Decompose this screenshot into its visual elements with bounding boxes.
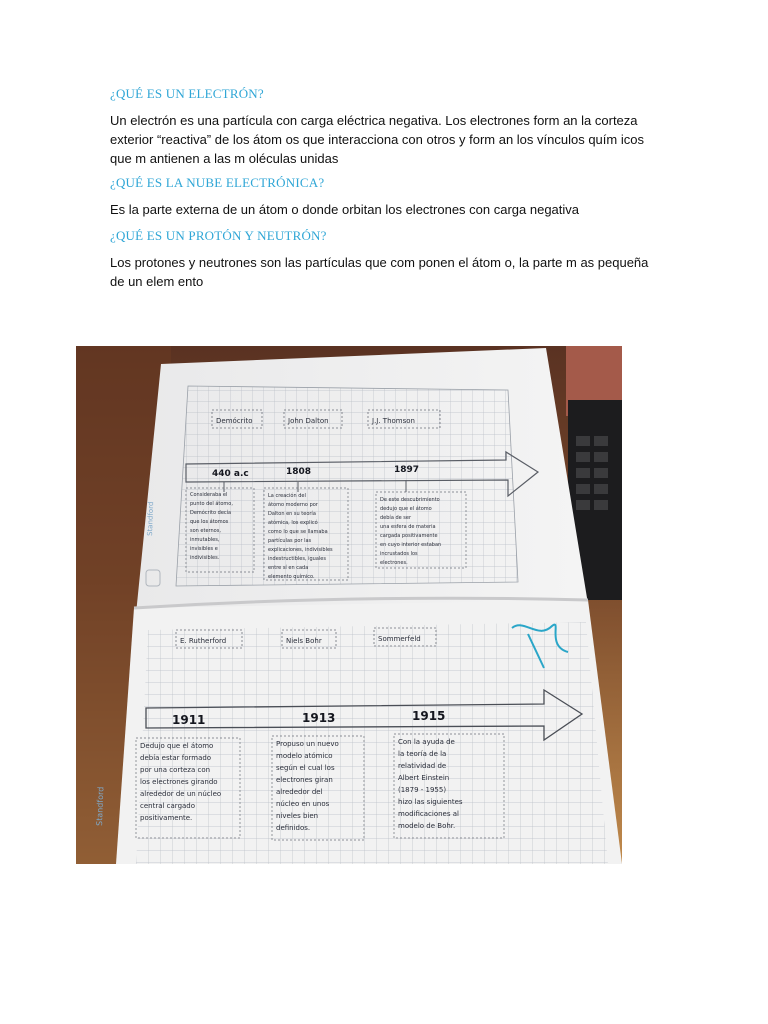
note-line: átomo moderno por [268, 502, 318, 508]
note-line: definidos. [276, 824, 311, 832]
note-line: que los átomos [190, 519, 229, 525]
text-line: que m antienen a las m oléculas unidas [110, 151, 339, 166]
note-line: en cuyo interior estaban [380, 542, 442, 548]
note-line: modificaciones al [398, 810, 459, 818]
note-line: dedujo que el átomo [380, 506, 432, 512]
note-line: una esfera de materia [380, 524, 436, 530]
note-line: niveles bien [276, 812, 319, 820]
note-line: relatividad de [398, 762, 447, 770]
note-line: debía de ser [380, 515, 412, 521]
note-line: incrustados los [380, 551, 418, 557]
text-line: Es la parte externa de un átom o donde orbitan los electrones con carga negativa [110, 202, 580, 217]
note-line: elemento químico. [268, 574, 315, 580]
note-line: indivisibles. [190, 555, 220, 561]
note-line: según el cual los [276, 764, 335, 772]
note-line: entre sí en cada [268, 565, 309, 571]
note-line: Dedujo que el átomo [140, 742, 214, 750]
note-line: alrededor de un núcleo [140, 790, 222, 798]
note-line: los electrones girando [140, 778, 218, 786]
note-line: son eternos, [190, 528, 221, 534]
note-line: modelo atómico [276, 752, 333, 760]
text-line: de un elem ento [110, 274, 204, 289]
note-line: electrones giran [276, 776, 333, 784]
note-line: Con la ayuda de [398, 738, 455, 746]
paragraph-proton-neutron [110, 253, 670, 291]
note-line: modelo de Bohr. [398, 822, 456, 830]
note-line: debía estar formado [140, 754, 212, 762]
note-line: Dalton en su teoría [268, 511, 316, 517]
name-thomson: J.J. Thomson [372, 417, 415, 425]
text-line: Un electrón es una partícula con carga eléctrica negativa. Los electrones form an la corteza [110, 113, 638, 128]
brand-logo-bottom: Standford [95, 786, 106, 827]
note-line: invisibles e [190, 546, 218, 552]
note-line: electrones. [380, 560, 408, 566]
note-line: Albert Einstein [398, 774, 450, 782]
note-line: De este descubrimiento [380, 497, 440, 503]
text-line: Los protones y neutrones son las partículas que com ponen el átom o, la parte m as pequeña [110, 255, 649, 270]
note-line: por una corteza con [140, 766, 211, 774]
note-line: hizo las siguientes [398, 798, 463, 806]
note-line: La creación del [268, 493, 306, 499]
note-line: central cargado [140, 802, 196, 810]
name-democrito: Demócrito [216, 417, 253, 425]
note-line: núcleo en unos [276, 800, 330, 808]
notebook-photo [76, 346, 622, 864]
note-line: indestructibles, iguales [268, 556, 326, 562]
year-1913: 1913 [302, 711, 336, 725]
brand-logo-top: Standford [146, 501, 156, 537]
note-line: atómica, los explicó [268, 520, 318, 526]
note-line: (1879 - 1955) [398, 786, 447, 794]
name-dalton: John Dalton [288, 417, 329, 425]
paragraph-electron [110, 111, 670, 168]
note-line: la teoría de la [398, 750, 447, 758]
note-line: inmutables, [190, 537, 220, 543]
note-line: positivamente. [140, 814, 193, 822]
heading-proton-neutron: ¿QUÉ ES UN PROTÓN Y NEUTRÓN? [110, 228, 327, 243]
name-sommerfeld: Sommerfeld [378, 635, 421, 643]
note-line: alrededor del [276, 788, 323, 796]
year-1915: 1915 [412, 709, 446, 723]
note-line: Demócrito decía [190, 510, 232, 516]
name-rutherford: E. Rutherford [180, 637, 227, 645]
note-line: como lo que se llamaba [268, 529, 328, 535]
note-line: partículas por las [268, 538, 312, 544]
note-line: cargada positivamente [380, 533, 438, 539]
year-1808: 1808 [286, 467, 312, 477]
paragraph-electron-cloud [110, 200, 670, 219]
note-line: punto del átomo, [190, 501, 233, 507]
year-1897: 1897 [394, 465, 420, 475]
year-1911: 1911 [172, 713, 206, 727]
note-line: explicaciones, indivisibles [268, 547, 333, 553]
heading-electron: ¿QUÉ ES UN ELECTRÓN? [110, 86, 264, 101]
heading-electron-cloud: ¿QUÉ ES LA NUBE ELECTRÓNICA? [110, 175, 325, 190]
note-line: Consideraba el [190, 492, 228, 498]
year-440: 440 a.c [212, 469, 249, 479]
text-line: exterior “reactiva” de los átom os que interacciona con otros y form an los vínculos quím icos [110, 132, 644, 147]
note-line: Propuso un nuevo [276, 740, 339, 748]
name-bohr: Niels Bohr [286, 637, 322, 645]
